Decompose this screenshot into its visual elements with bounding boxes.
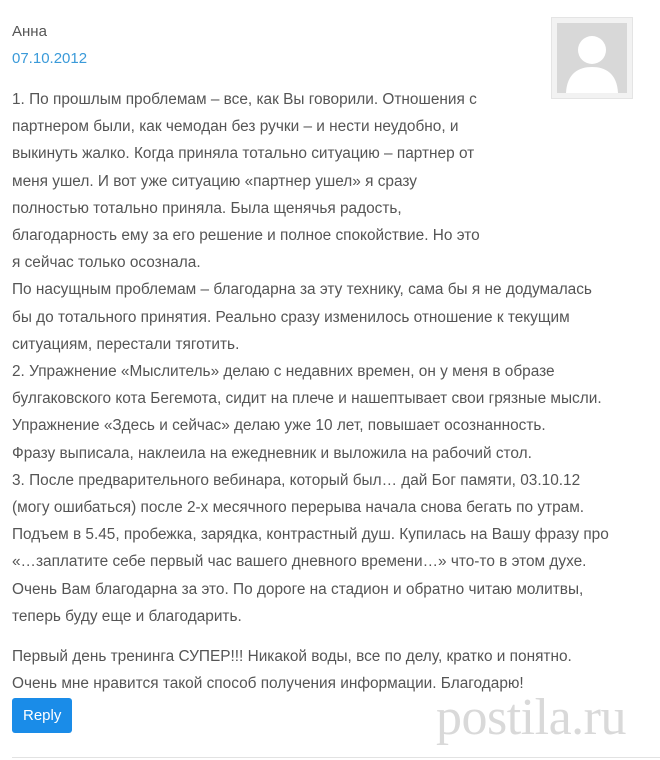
comment-paragraph: 3. После предварительного вебинара, который был… дай Бог памяти, 03.10.12 (могу ошибаться) после 2-х месячного перерыва начала снова бегать по утрам. Подъем в 5.45, пробежка, зарядка, контрастный душ. Купилась на Вашу фразу про «…заплатите себе первый час вашего дневного времени…» что-то в этом духе. Очень Вам благодарна за это. По дороге на стадион и обратно читаю молитвы, теперь буду еще и благодарить. — [12, 471, 609, 625]
comment-paragraph: По насущным проблемам – благодарна за эту технику, сама бы я не додумалась бы до тотального принятия. Реально сразу изменилось отношение к текущим ситуациям, перестали тяготить. — [12, 281, 592, 353]
comment-paragraph: 1. По прошлым проблемам – все, как Вы говорили. Отношения с партнером были, как чемодан без ручки – и нести неудобно, и выкинуть жалко. Когда приняла тотально ситуацию – партнер от меня ушел. И вот уже ситуацию «партнер ушел» я сразу полностью тотально приняла. Была щенячья радость, благодарность ему за его решение и полное спокойствие. Но это я сейчас только осознала. — [12, 91, 480, 272]
comment-paragraph: Фразу выписала, наклеила на ежедневник и выложила на рабочий стол. — [12, 444, 532, 462]
divider — [12, 757, 660, 758]
user-silhouette-icon — [557, 23, 627, 93]
comment-paragraph: Первый день тренинга СУПЕР!!! Никакой воды, все по делу, кратко и понятно. Очень мне нравится такой способ получения информации. Благодарю! — [12, 648, 572, 693]
comment-date-link[interactable]: 07.10.2012 — [12, 50, 88, 67]
watermark: postila.ru — [436, 689, 626, 746]
reply-button[interactable]: Reply — [12, 698, 72, 733]
comment-paragraph: 2. Упражнение «Мыслитель» делаю с недавних времен, он у меня в образе булгаковского кота Бегемота, сидит на плече и нашептывает свои грязные мысли. Упражнение «Здесь и сейчас» делаю уже 10 лет, повышает осознанность. — [12, 363, 602, 435]
comment-body — [12, 86, 612, 697]
comment-author: Анна — [12, 23, 47, 40]
